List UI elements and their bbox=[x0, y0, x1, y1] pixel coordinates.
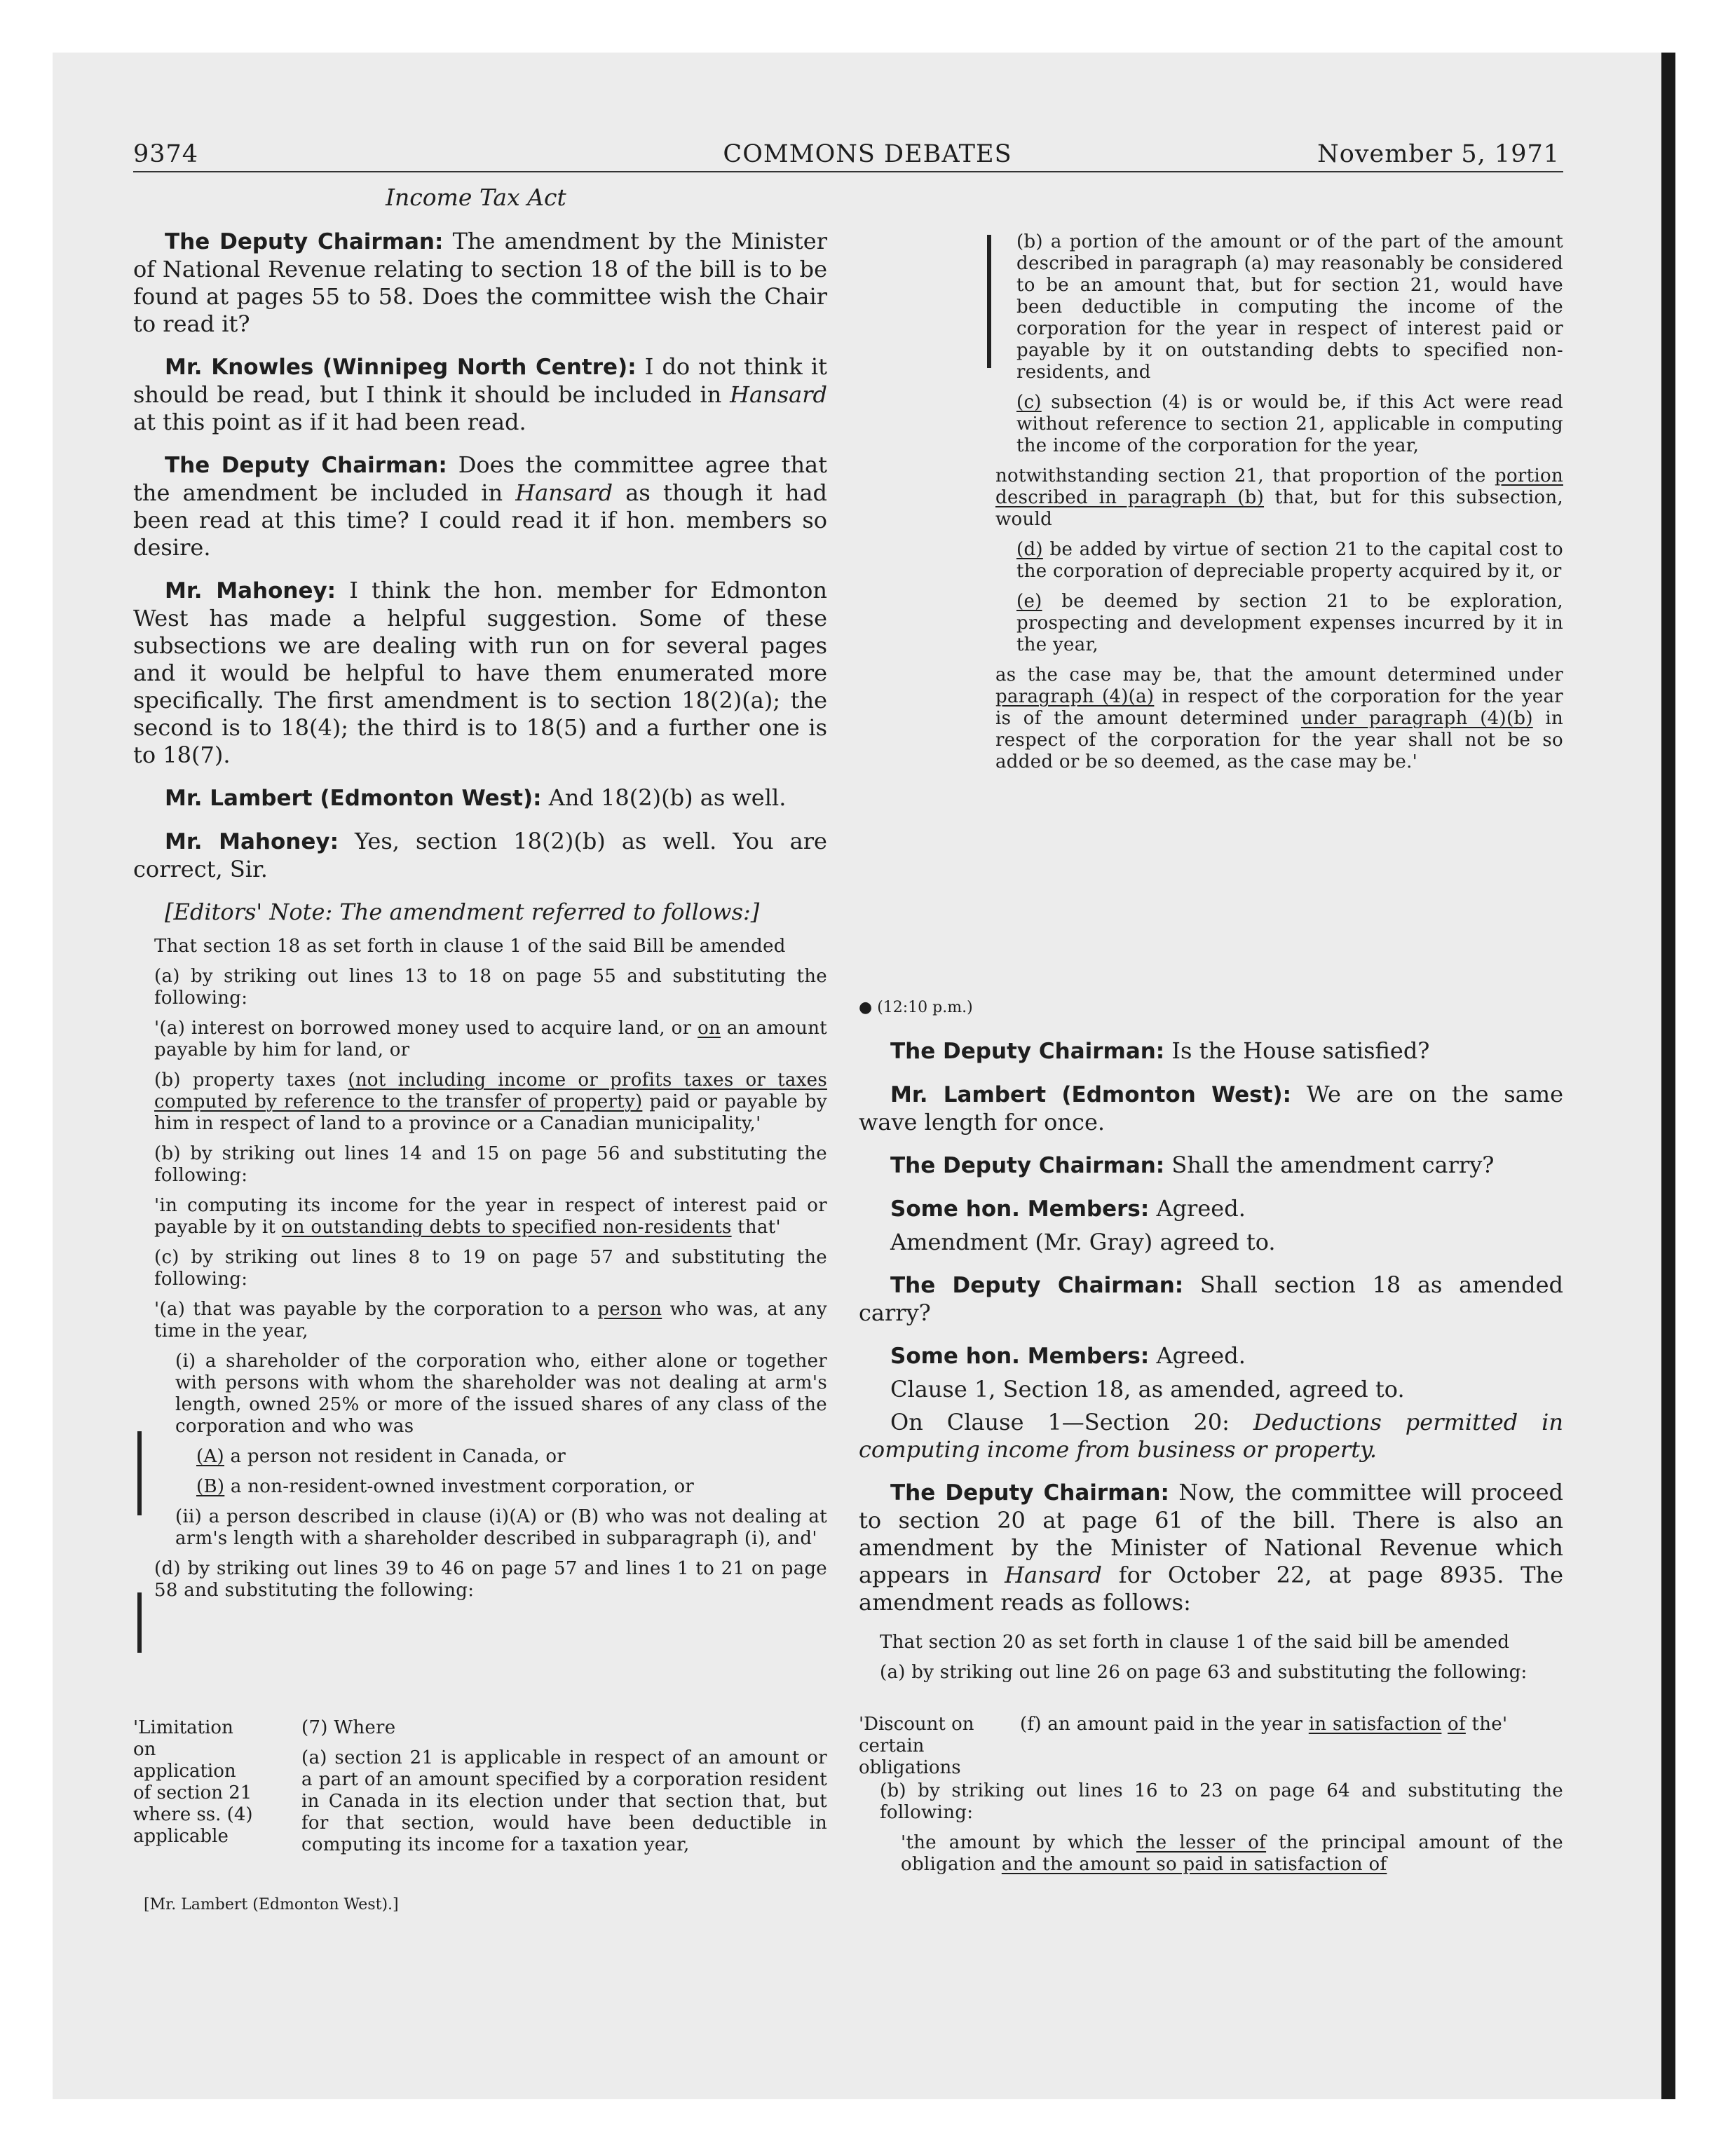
speaker-name: The Deputy Chairman: bbox=[890, 1480, 1169, 1506]
amendment-item: (b) property taxes (not including income or profits taxes or taxes computed by reference to the transfer of property) paid or payable by him in respect of land to a province or a Canadian municipality,' bbox=[154, 1070, 828, 1134]
revision-bar bbox=[137, 1431, 142, 1515]
speech: Mr. Knowles (Winnipeg North Centre): I do not think it should be read, but I think it should be included in Hansard at this point as if it had been read. bbox=[133, 353, 827, 435]
speech: The Deputy Chairman: Does the committee agree that the amendment be included in Hansard as though it had been read at this time? I could read it if hon. members so desire. bbox=[133, 451, 828, 561]
speaker-name: Mr. Lambert (Edmonton West): bbox=[890, 1082, 1292, 1107]
amendment-item: (B) a non-resident-owned investment corporation, or bbox=[196, 1476, 695, 1497]
speaker-name: Mr. Mahoney: bbox=[165, 578, 336, 603]
revision-bar bbox=[137, 1592, 142, 1653]
left-column bbox=[133, 228, 827, 941]
speech: The Deputy Chairman: Is the House satisfied? bbox=[890, 1037, 1430, 1064]
speaker-name: Some hon. Members: bbox=[890, 1344, 1150, 1369]
timestamp: ● (12:10 p.m.) bbox=[859, 999, 973, 1016]
speech: Mr. Lambert (Edmonton West): We are on the same wave length for once. bbox=[859, 1081, 1564, 1135]
amendment-item: (c) by striking out lines 8 to 19 on page 57 and substituting the following: bbox=[154, 1247, 827, 1290]
speech: Mr. Mahoney: I think the hon. member for Edmonton West has made a helpful suggestion. Some of these subsections we are dealing with run on for several pages and it would be helpful to have them enumerated more specifically. The first amendment is to section 18(2)(a); the second is to 18(4); the third is to 18(5) and a further one is to 18(7). bbox=[133, 577, 828, 768]
amendment-item: (e) be deemed by section 21 to be exploration, prospecting and development expenses incurred by it in the year, bbox=[1016, 591, 1563, 655]
amendment-item: (d) be added by virtue of section 21 to the capital cost to the corporation of depreciable property acquired by it, or bbox=[1016, 539, 1563, 582]
speaker-name: Mr. Lambert (Edmonton West): bbox=[165, 786, 542, 811]
speaker-name: Mr. Knowles (Winnipeg North Centre): bbox=[165, 355, 637, 380]
amendment-item: (b) a portion of the amount or of the part of the amount described in paragraph (a) may reasonably be considered to be an amount that, but for section 21, would have been deductible in computing the income of the corporation for the year in respect of interest paid or payable by it on outstanding debts to specified non-residents, and bbox=[1016, 231, 1563, 383]
subsection-7 bbox=[301, 1717, 827, 1864]
amendment-intro: That section 18 as set forth in clause 1 of the said Bill be amended bbox=[154, 936, 786, 957]
header-rule bbox=[133, 171, 1563, 172]
amendment-item: (b) by striking out lines 14 and 15 on page 56 and substituting the following: bbox=[154, 1143, 827, 1186]
amendment-item: as the case may be, that the amount determined under paragraph (4)(a) in respect of the corporation for the year is of the amount determined under paragraph (4)(b) in respect of the corporation for the year shall not be so added or be so deemed, as the case may be.' bbox=[995, 664, 1563, 772]
amendment-item: (a) by striking out lines 13 to 18 on page 55 and substituting the following: bbox=[154, 966, 827, 1009]
speech: Mr. Mahoney: Yes, section 18(2)(b) as well. You are correct, Sir. bbox=[133, 828, 827, 882]
amendment-item: (7) Where bbox=[301, 1717, 396, 1738]
page-number: 9374 bbox=[133, 140, 199, 168]
amendment-item: (i) a shareholder of the corporation who, either alone or together with persons with whom the shareholder was not dealing at arm's length, owned 25% or more of the issued shares of any class of the corporation and who was bbox=[175, 1351, 827, 1437]
publication-title: COMMONS DEBATES bbox=[723, 140, 1012, 168]
amendment-item: (b) by striking out lines 16 to 23 on page 64 and substituting the following: bbox=[880, 1780, 1563, 1823]
speech: Some hon. Members: Agreed. bbox=[890, 1195, 1246, 1222]
speech: The Deputy Chairman: Shall section 18 as amended carry? bbox=[859, 1271, 1563, 1326]
amendment-item: (c) subsection (4) is or would be, if this Act were read without reference to section 21, applicable in computing the income of the corporation for the year, bbox=[1016, 392, 1563, 456]
amendment-item: (A) a person not resident in Canada, or bbox=[196, 1446, 566, 1467]
speech: Some hon. Members: Agreed. bbox=[890, 1342, 1246, 1369]
right-column-debate bbox=[859, 999, 1563, 1692]
speaker-name: The Deputy Chairman: bbox=[165, 453, 447, 478]
amendment-item: '(a) that was payable by the corporation to a person who was, at any time in the year, bbox=[154, 1299, 827, 1342]
amendment-item: notwithstanding section 21, that proportion of the portion described in paragraph (b) that, but for this subsection, would bbox=[995, 465, 1563, 530]
speech: Mr. Lambert (Edmonton West): And 18(2)(b) as well. bbox=[165, 784, 787, 811]
speaker-name: The Deputy Chairman: bbox=[890, 1153, 1165, 1178]
amendment-item: (f) an amount paid in the year in satisfaction of the' bbox=[1020, 1714, 1508, 1735]
speaker-name: The Deputy Chairman: bbox=[165, 229, 444, 254]
speaker-name: Mr. Mahoney: bbox=[165, 829, 339, 854]
speech: The Deputy Chairman: Now, the committee will proceed to section 20 at page 61 of the bill. There is also an amendment by the Minister of National Revenue which appears in Hansard for October 22, at page 8935. The amendment reads as follows: bbox=[859, 1479, 1564, 1616]
publication-date: November 5, 1971 bbox=[1317, 140, 1560, 168]
amendment-text bbox=[133, 936, 827, 1610]
speech: The Deputy Chairman: Shall the amendment carry? bbox=[890, 1152, 1495, 1178]
page-footer: [Mr. Lambert (Edmonton West).] bbox=[144, 1896, 399, 1913]
amendment-item: (ii) a person described in clause (i)(A) or (B) who was not dealing at arm's length with a shareholder described in subparagraph (i), and' bbox=[175, 1506, 827, 1549]
amendment-b bbox=[859, 1780, 1563, 1884]
record-line: Clause 1, Section 18, as amended, agreed to. bbox=[890, 1376, 1405, 1403]
right-column-amendment bbox=[995, 231, 1563, 782]
speaker-name: The Deputy Chairman: bbox=[890, 1273, 1184, 1298]
amendment-item: 'in computing its income for the year in respect of interest paid or payable by it on outstanding debts to specified non-residents that' bbox=[154, 1195, 827, 1238]
amendment-item: 'the amount by which the lesser of the principal amount of the obligation and the amount so paid in satisfaction of bbox=[901, 1832, 1563, 1875]
speaker-name: Some hon. Members: bbox=[890, 1196, 1150, 1222]
running-title: Income Tax Act bbox=[386, 184, 566, 211]
amendment-f bbox=[1020, 1714, 1563, 1744]
speech: The Deputy Chairman: The amendment by the Minister of National Revenue relating to section 18 of the bill is to be found at pages 55 to 58. Does the committee wish the Chair to read it? bbox=[133, 228, 827, 337]
amendment-item: '(a) interest on borrowed money used to acquire land, or on an amount payable by him for land, or bbox=[154, 1018, 828, 1060]
editors-note: [Editors' Note: The amendment referred to follows:] bbox=[165, 899, 760, 925]
margin-note: 'Discount on certain obligations bbox=[859, 1714, 974, 1778]
amendment-item: (a) by striking out line 26 on page 63 and substituting the following: bbox=[880, 1662, 1528, 1683]
speaker-name: The Deputy Chairman: bbox=[890, 1039, 1165, 1064]
amendment-item: (d) by striking out lines 39 to 46 on page 57 and lines 1 to 21 on page 58 and substituting the following: bbox=[154, 1558, 827, 1601]
scan-edge bbox=[1661, 53, 1675, 2099]
amendment-item: (a) section 21 is applicable in respect of an amount or a part of an amount specified by a corporation resident in Canada in its election under that section that, but for that section, would have been deductible in computing its income for a taxation year, bbox=[301, 1747, 827, 1855]
clause-heading: On Clause 1—Section 20: Deductions permitted in computing income from business or property. bbox=[859, 1409, 1564, 1463]
margin-note: 'Limitation on application of section 21 where ss. (4) applicable bbox=[133, 1717, 253, 1847]
revision-bar bbox=[987, 235, 991, 368]
record-line: Amendment (Mr. Gray) agreed to. bbox=[890, 1229, 1276, 1255]
amendment-intro: That section 20 as set forth in clause 1 of the said bill be amended bbox=[880, 1632, 1510, 1653]
